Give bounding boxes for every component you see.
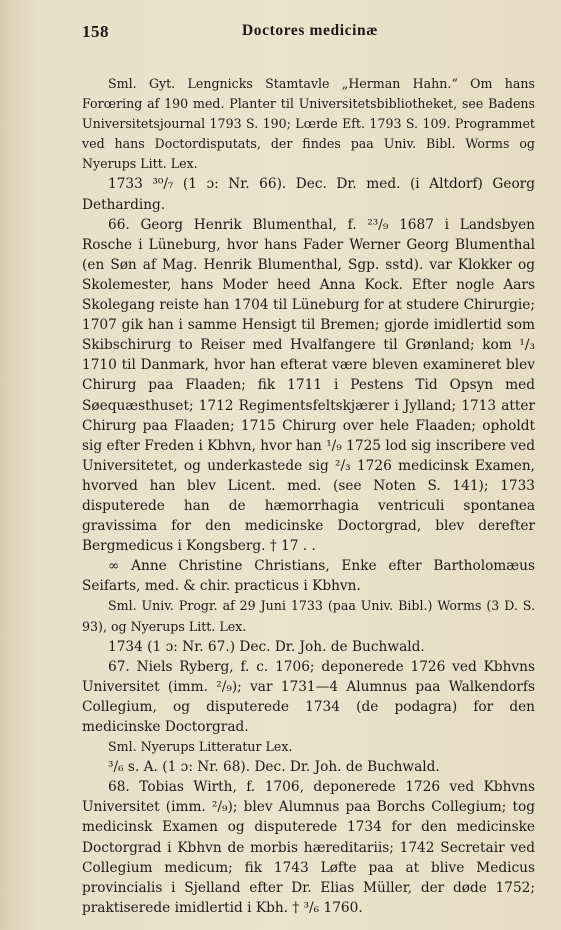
year-heading: 1734 (1 ɔ: Nr. 67.) Dec. Dr. Joh. de Buchwald. [108,638,425,655]
source-note: Sml. Univ. Progr. af 29 Juni 1733 (paa Univ. Bibl.) Worms (3 D. S. 93), og Nyerups Litt. Lex. [82,598,535,634]
page-number: 158 [82,22,109,41]
source-note: Sml. Gyt. Lengnicks Stamtavle „Herman Hahn.“ Om hans Forœring af 190 med. Planter til Universitetsbibliotheket, see Badens Universitetsjournal 1793 S. 190; Lœrde Eft. 1793 S. 109. Programmet ved hans Doctordisputats, der findes paa Univ. Bibl. Worms og Nyerups Litt. Lex. [82,76,535,172]
date-heading: ³/₆ s. A. (1 ɔ: Nr. 68). Dec. Dr. Joh. de Buchwald. [108,759,440,776]
year-heading: 1733 ³⁰/₇ (1 ɔ: Nr. 66). Dec. Dr. med. (i Altdorf) Georg Detharding. [82,176,535,213]
biography-entry: 67. Niels Ryberg, f. c. 1706; deponerede 1726 ved Kbhvns Universitet (imm. ²/₉); var 1731—4 Alumnus paa Walkendorfs Collegium, og disputerede 1734 (de podagra) for den medicinske Doctorgrad. [82,658,535,735]
biography-entry: 66. Georg Henrik Blumenthal, f. ²³/₉ 1687 i Landsbyen Rosche i Lüneburg, hvor hans Fader Werner Georg Blumenthal (en Søn af Mag. Henrik Blumenthal, Sgp. sstd). var Klokker og Skolemester, hans Moder heed Anna Kock. Efter nogle Aars Skolegang reiste han 1704 til Lüneburg for at studere Chirurgie; 1707 gik han i samme Hensigt til Bremen; gjorde imidlertid som Skibschirurg to Reiser med Hvalfangere til Grønland; kom ¹/₃ 1710 til Danmark, hvor han efterat være bleven examineret blev Chirurg paa Flaaden; fik 1711 i Pestens Tid Opsyn med Søequæsthuset; 1712 Regimentsfeltskjærer i Jylland; 1713 atter Chirurg paa Flaaden; 1715 Chirurg over hele Flaaden; opholdt sig efter Freden i Kbhvn, hvor han ¹/₉ 1725 lod sig inscribere ved Universitetet, og underkastede sig ²/₃ 1726 medicinsk Examen, hvorved han blev Licent. med. (see Noten S. 141); 1733 disputerede han de hæmorrhagia ventriculi spontanea gravissima for den medicinske Doctorgrad, blev derefter Bergmedicus i Kongsberg. † 17 . . [82,216,535,555]
source-note: Sml. Nyerups Litteratur Lex. [108,739,293,755]
biography-entry: 68. Tobias Wirth, f. 1706, deponerede 1726 ved Kbhvns Universitet (imm. ²/₉); blev Alumnus paa Borchs Collegium; tog medicinsk Examen og disputerede 1734 for den medicinske Doctorgrad i Kbhvn de morbis hæreditariis; 1742 Secretair ved Collegium medicum; fik 1743 Løfte paa at blive Medicus provincialis i Sjelland efter Dr. Elias Müller, der døde 1752; praktiserede imidlertid i Kbh. † ³/₆ 1760. [82,779,535,916]
body-text [82,74,535,918]
running-title: Doctores medicinæ [242,22,379,39]
marriage-note: ∞ Anne Christine Christians, Enke efter Bartholomæus Seifarts, med. & chir. practicus i Kbhvn. [82,558,535,595]
page-header [82,22,535,44]
